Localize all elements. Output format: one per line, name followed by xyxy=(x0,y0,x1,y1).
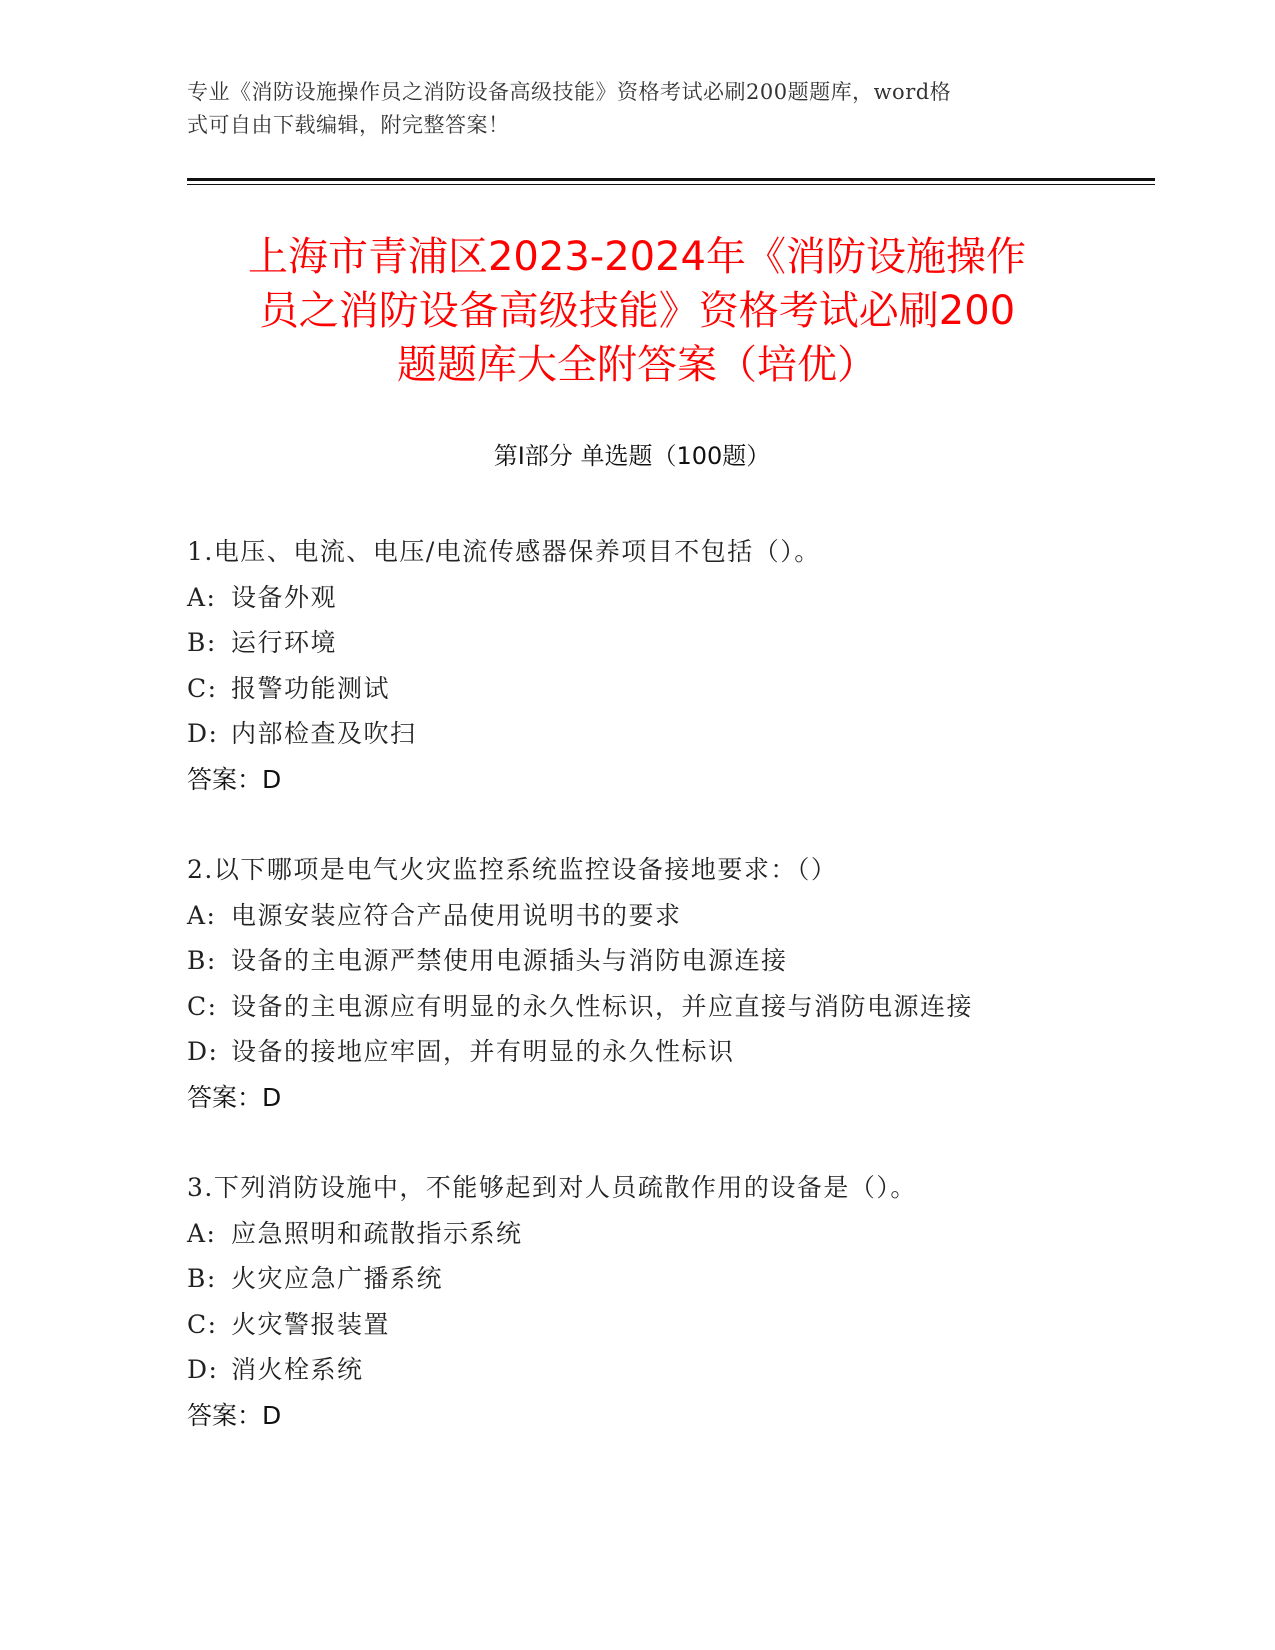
option-key: B: xyxy=(187,946,217,975)
question-list xyxy=(187,529,1087,1483)
header-note-line-1: 专业《消防设施操作员之消防设备高级技能》资格考试必刷200题题库，word格 xyxy=(187,80,952,104)
option-text: 内部检查及吹扫 xyxy=(231,719,417,748)
option-text: 设备的主电源应有明显的永久性标识，并应直接与消防电源连接 xyxy=(231,991,974,1021)
option-text: 报警功能测试 xyxy=(231,673,391,703)
document-title-line-2: 员之消防设备高级技能》资格考试必刷200 xyxy=(258,288,1016,334)
option-key: B: xyxy=(187,1264,217,1293)
option-d xyxy=(187,711,1087,757)
option-text: 火灾应急广播系统 xyxy=(231,1264,444,1293)
question-1 xyxy=(187,529,1087,802)
option-key: D: xyxy=(187,719,219,748)
answer: 答案：D xyxy=(187,1400,282,1430)
option-c xyxy=(187,666,1087,712)
option-text: 火灾警报装置 xyxy=(231,1309,391,1339)
section-heading: 第Ⅰ部分 单选题（100题） xyxy=(493,442,771,470)
document-title-line-3: 题题库大全附答案（培优） xyxy=(397,342,877,388)
option-a xyxy=(187,893,1087,939)
header-note xyxy=(187,76,1077,142)
option-text: 设备的接地应牢固，并有明显的永久性标识 xyxy=(231,1037,735,1066)
answer: 答案：D xyxy=(187,1082,282,1112)
question-3 xyxy=(187,1165,1087,1438)
option-text: 电源安装应符合产品使用说明书的要求 xyxy=(231,900,682,930)
option-key: A: xyxy=(187,900,217,930)
option-key: A: xyxy=(187,1218,217,1248)
option-text: 设备外观 xyxy=(231,582,338,612)
document-title xyxy=(187,230,1087,392)
option-key: C: xyxy=(187,991,218,1021)
option-text: 运行环境 xyxy=(231,628,338,657)
option-d xyxy=(187,1347,1087,1393)
option-key: D: xyxy=(187,1037,219,1066)
header-divider-thick xyxy=(187,178,1155,181)
document-title-line-1: 上海市青浦区2023-2024年《消防设施操作 xyxy=(247,234,1027,280)
option-key: C: xyxy=(187,1309,218,1339)
option-key: B: xyxy=(187,628,217,657)
option-text: 设备的主电源严禁使用电源插头与消防电源连接 xyxy=(231,946,788,975)
option-b xyxy=(187,1256,1087,1302)
question-2 xyxy=(187,847,1087,1120)
question-stem: 1.电压、电流、电压/电流传感器保养项目不包括（）。 xyxy=(187,537,821,566)
option-key: D: xyxy=(187,1355,219,1384)
option-key: C: xyxy=(187,673,218,703)
option-text: 消火栓系统 xyxy=(231,1355,364,1384)
header-note-line-2: 式可自由下载编辑，附完整答案！ xyxy=(187,113,510,137)
question-stem: 3.下列消防设施中，不能够起到对人员疏散作用的设备是（）。 xyxy=(187,1173,917,1202)
answer: 答案：D xyxy=(187,764,282,794)
question-stem: 2.以下哪项是电气火灾监控系统监控设备接地要求：（） xyxy=(187,855,838,884)
option-b xyxy=(187,620,1087,666)
option-a xyxy=(187,575,1087,621)
header-divider-thin xyxy=(187,184,1155,185)
option-d xyxy=(187,1029,1087,1075)
option-text: 应急照明和疏散指示系统 xyxy=(231,1218,523,1248)
option-b xyxy=(187,938,1087,984)
option-c xyxy=(187,984,1087,1030)
option-a xyxy=(187,1211,1087,1257)
option-c xyxy=(187,1302,1087,1348)
option-key: A: xyxy=(187,582,217,612)
